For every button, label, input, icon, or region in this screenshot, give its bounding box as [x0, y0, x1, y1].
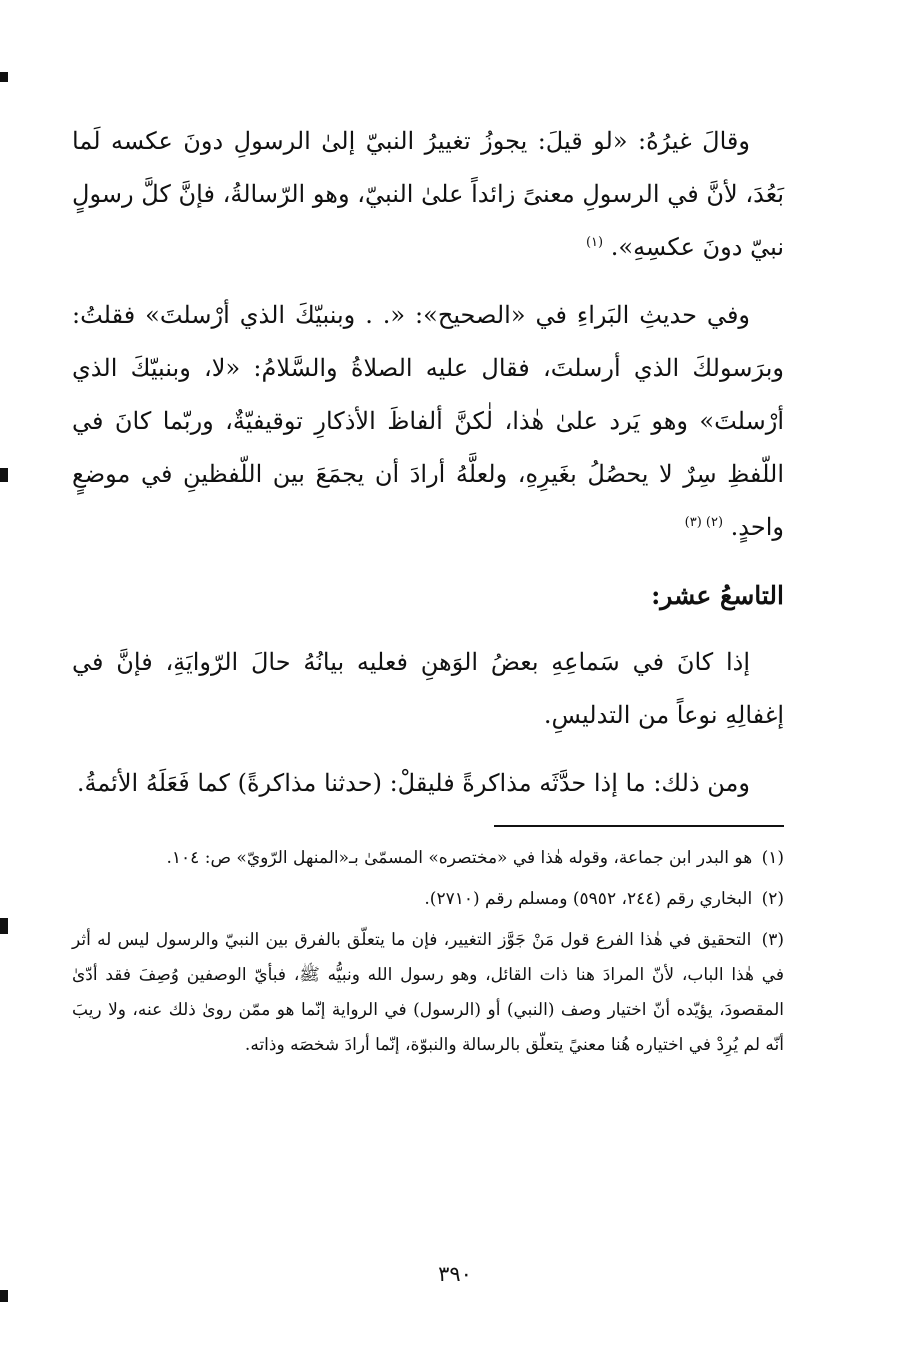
- paragraph-1: [72, 115, 784, 274]
- footnote-text: البخاري رقم (٢٤٤، ٥٩٥٢) ومسلم رقم (٢٧١٠).: [424, 889, 753, 909]
- footnote-1: [72, 841, 784, 876]
- section-heading: التاسعُ عشر:: [651, 581, 784, 610]
- paragraph-3: [72, 636, 784, 742]
- paragraph-2: [72, 289, 784, 554]
- footnote-divider: [494, 825, 784, 827]
- page-number: ٣٩٠: [438, 1262, 472, 1286]
- footnote-ref[interactable]: (٢) (٣): [684, 515, 724, 530]
- footnote-number: (١): [761, 848, 784, 868]
- footnote-3: [72, 923, 784, 1063]
- scan-edge-mark: [0, 468, 8, 482]
- footnote-number: (٢): [761, 889, 784, 909]
- scan-edge-mark: [0, 72, 8, 82]
- footnote-number: (٣): [761, 930, 785, 950]
- page-body: [72, 115, 784, 1069]
- paragraph-1-text: وقالَ غيرُهُ: «لو قيلَ: يجوزُ تغييرُ النبيّ إلىٰ الرسولِ دونَ عكسه لَما بَعُدَ، لأنَّ في الرسولِ معنىً زائداً علىٰ النبيّ، وهو الرّسالةُ، فإنَّ كلَّ رسولٍ نبيّ دونَ عكسِهِ».: [72, 127, 784, 261]
- footnote-text: هو البدر ابن جماعة، وقوله هٰذا في «مختصره» المسمّىٰ بـ«المنهل الرّويّ» ص: ١٠٤.: [166, 848, 753, 868]
- footnote-2: [72, 882, 784, 917]
- paragraph-4-text: ومن ذلك: ما إذا حدَّثَه مذاكرةً فليقلْ: (حدثنا مذاكرةً) كما فَعَلَهُ الأئمةُ.: [76, 769, 750, 797]
- footnote-text: التحقيق في هٰذا الفرع قول مَنْ جَوَّز التغيير، فإن ما يتعلّق بالفرق بين النبيّ والرسول ليس له أثر في هٰذا الباب، لأنّ المرادَ هنا ذات القائل، وهو رسول الله ونبيُّه ﷺ، فبأيّ الوصفين وُصِفَ فقد أدّىٰ المقصودَ، يؤيّده أنّ اختيار وصف (النبي) أو (الرسول) في الرواية إنّما هو ممّن روىٰ ذلك عنه، ولا ريبَ أنّه لم يُرِدْ في اختياره هُنا معنيً يتعلّق بالرسالة والنبوّة، إنّما أرادَ شخصَه وذاته.: [72, 930, 784, 1055]
- paragraph-3-text: إذا كانَ في سَماعِهِ بعضُ الوَهنِ فعليه بيانُهُ حالَ الرّوايَةِ، فإنَّ في إغفالِهِ نوعاً من التدليسِ.: [72, 648, 784, 729]
- paragraph-2-text: وفي حديثِ البَراءِ في «الصحيح»: «. . وبنبيّكَ الذي أرْسلتَ» فقلتُ: وبرَسولكَ الذي أرسلتَ، فقال عليه الصلاةُ والسَّلامُ: «لا، وبنبيّكَ الذي أرْسلتَ» وهو يَرد علىٰ هٰذا، لٰكنَّ ألفاظَ الأذكارِ توقيفيّةٌ، وربّما كانَ في اللّفظِ سِرٌ لا يحصُلُ بغَيرِهِ، ولعلَّهُ أرادَ أن يجمَعَ بين اللّفظينِ في موضعٍ واحدٍ.: [72, 301, 784, 541]
- footnote-ref[interactable]: (١): [585, 235, 604, 250]
- scan-edge-mark: [0, 1290, 8, 1302]
- paragraph-4: [72, 757, 784, 810]
- scan-edge-mark: [0, 918, 8, 934]
